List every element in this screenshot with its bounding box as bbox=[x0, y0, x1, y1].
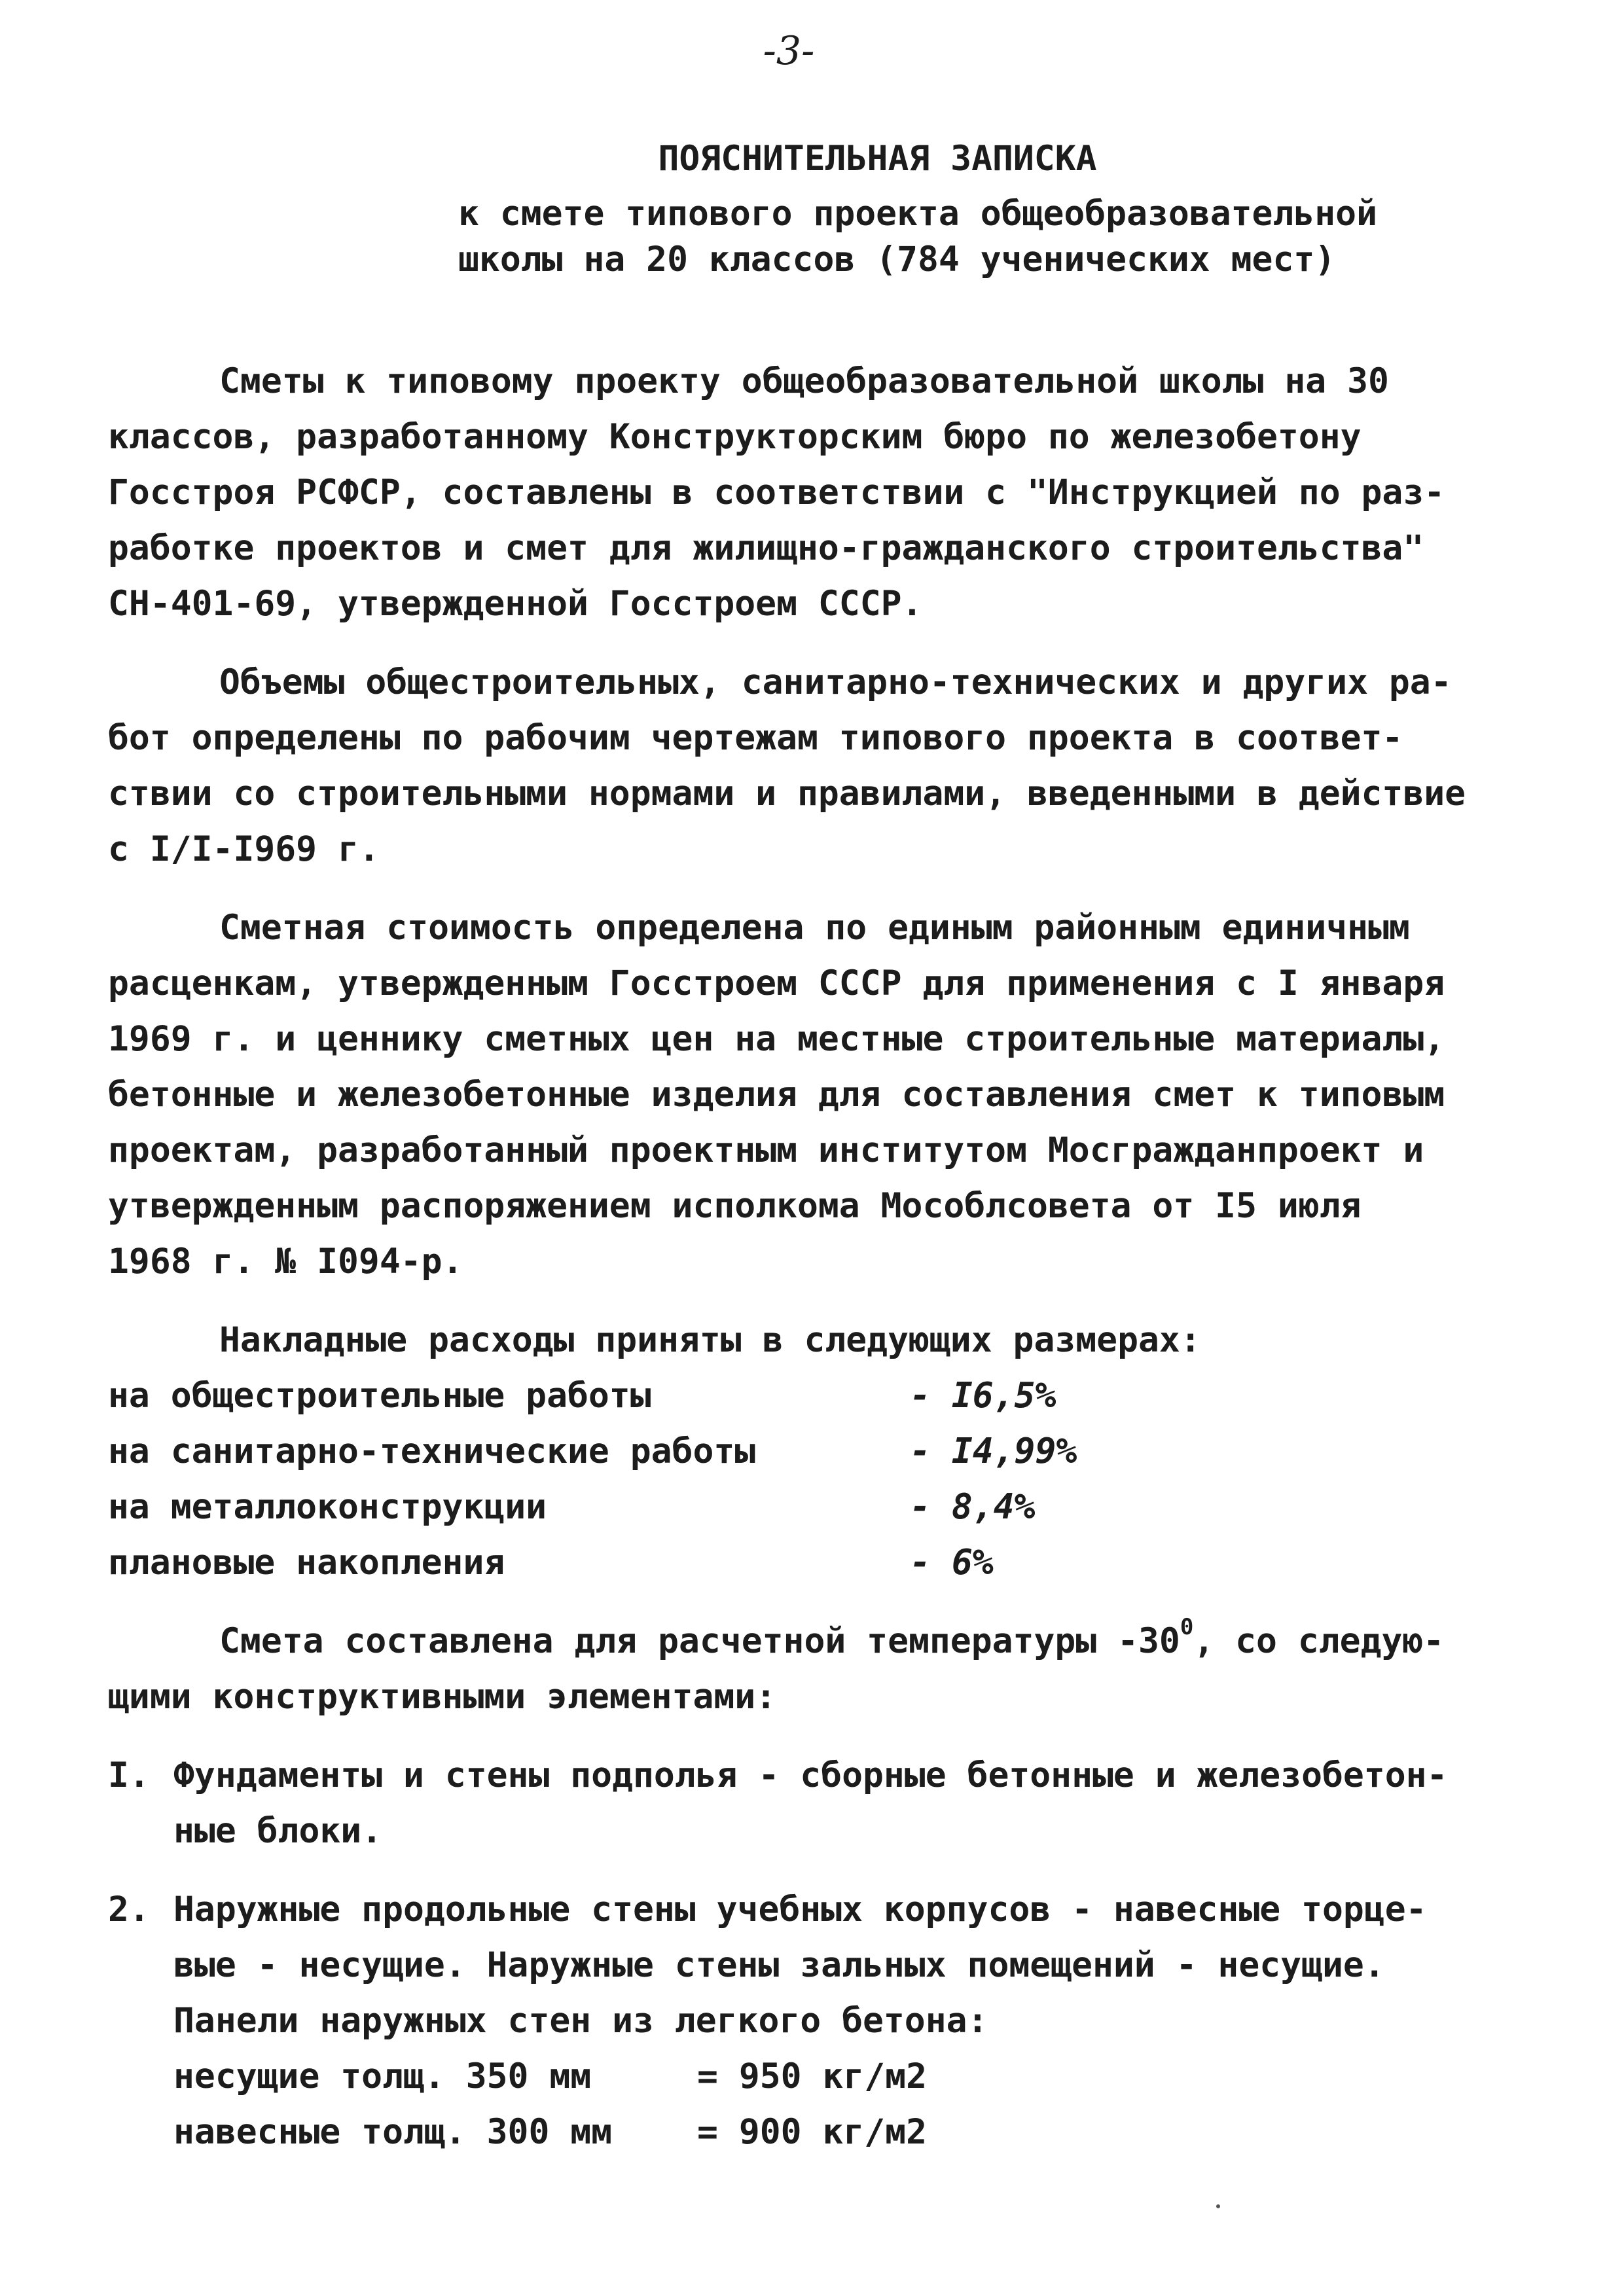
text-line: бот определены по рабочим чертежам типового проекта в соответ- bbox=[108, 718, 1403, 758]
text-line: расценкам, утвержденным Госстроем СССР для применения с I января bbox=[108, 963, 1445, 1003]
wall-spec-label: навесные толщ. 300 мм bbox=[173, 2112, 613, 2152]
list-number: 2. bbox=[108, 1890, 150, 1929]
wall-spec-value: = 900 кг/м2 bbox=[697, 2112, 927, 2152]
text-line: Фундаменты и стены подполья - сборные бетонные и железобетон- bbox=[173, 1755, 1448, 1795]
list-item bbox=[108, 1882, 1558, 2160]
overhead-row bbox=[108, 1368, 1558, 1424]
text-line: с I/I-I969 г. bbox=[108, 829, 380, 869]
paragraph-standards bbox=[108, 353, 1558, 632]
overhead-label: на металлоконструкции bbox=[108, 1487, 547, 1527]
text-line: Панели наружных стен из легкого бетона: bbox=[173, 2001, 988, 2041]
estimate-text: Смета составлена для расчетной температуры -30 bbox=[219, 1621, 1180, 1661]
text-line: Сметная стоимость определена по единым районным единичным bbox=[219, 908, 1410, 948]
list-item bbox=[108, 1748, 1558, 1859]
overhead-intro: Накладные расходы приняты в следующих размерах: bbox=[219, 1320, 1201, 1360]
wall-spec-row bbox=[173, 2049, 1558, 2104]
document-body bbox=[108, 353, 1558, 2183]
overhead-label: плановые накопления bbox=[108, 1543, 505, 1583]
paragraph-volumes bbox=[108, 655, 1558, 877]
text-line: вые - несущие. Наружные стены зальных помещений - несущие. bbox=[173, 1945, 1385, 1985]
text-line bbox=[108, 1613, 1558, 1669]
list-body bbox=[173, 1882, 1558, 2160]
text-line: утвержденным распоряжением исполкома Мособлсовета от I5 июля bbox=[108, 1186, 1362, 1226]
overhead-value: - 8,4% bbox=[910, 1487, 1036, 1527]
text-line: классов, разработанному Конструкторским бюро по железобетону bbox=[108, 417, 1362, 457]
text-line: Объемы общестроительных, санитарно-технических и других ра- bbox=[219, 662, 1452, 702]
overhead-value: - I4,99% bbox=[910, 1431, 1077, 1471]
text-line: 1969 г. и ценнику сметных цен на местные строительные материалы, bbox=[108, 1019, 1445, 1059]
paragraph-cost bbox=[108, 900, 1558, 1289]
text-line: работке проектов и смет для жилищно-гражданского строительства" bbox=[108, 528, 1424, 568]
overhead-value: - 6% bbox=[910, 1543, 994, 1583]
subtitle-line: к смете типового проекта общеобразовательной bbox=[458, 194, 1377, 234]
list-body bbox=[173, 1748, 1558, 1859]
document-title: ПОЯСНИТЕЛЬНАЯ ЗАПИСКА bbox=[658, 139, 1097, 179]
wall-spec-label: несущие толщ. 350 мм bbox=[173, 2056, 592, 2096]
wall-spec-row bbox=[173, 2104, 1558, 2160]
document-subtitle bbox=[458, 191, 1377, 283]
overhead-row bbox=[108, 1535, 1558, 1590]
estimate-text: , со следую- bbox=[1193, 1621, 1445, 1661]
text-line: ные блоки. bbox=[173, 1811, 383, 1851]
text-line: Сметы к типовому проекту общеобразовательной школы на 30 bbox=[219, 361, 1389, 401]
list-number: I. bbox=[108, 1755, 150, 1795]
wall-spec-value: = 950 кг/м2 bbox=[697, 2056, 927, 2096]
overhead-label: на общестроительные работы bbox=[108, 1376, 651, 1416]
text-line: 1968 г. № I094-р. bbox=[108, 1242, 463, 1282]
text-line: Госстроя РСФСР, составлены в соответствии с "Инструкцией по раз- bbox=[108, 473, 1445, 512]
text-line: Наружные продольные стены учебных корпусов - навесные торце- bbox=[173, 1890, 1427, 1929]
subtitle-line: школы на 20 классов (784 ученических мест) bbox=[458, 240, 1336, 279]
degree-superscript: 0 bbox=[1180, 1614, 1194, 1640]
text-line: бетонные и железобетонные изделия для составления смет к типовым bbox=[108, 1075, 1445, 1115]
text-line: щими конструктивными элементами: bbox=[108, 1677, 777, 1717]
scan-dot-mark bbox=[1216, 2204, 1220, 2208]
overhead-row bbox=[108, 1424, 1558, 1479]
overhead-value: - I6,5% bbox=[910, 1376, 1056, 1416]
overhead-label: на санитарно-технические работы bbox=[108, 1431, 756, 1471]
text-line: ствии со строительными нормами и правилами, введенными в действие bbox=[108, 774, 1466, 814]
page-number: -3- bbox=[763, 28, 815, 74]
paragraph-estimate bbox=[108, 1613, 1558, 1725]
text-line: СН-401-69, утвержденной Госстроем СССР. bbox=[108, 584, 923, 624]
overhead-section bbox=[108, 1312, 1558, 1590]
overhead-row bbox=[108, 1479, 1558, 1535]
text-line: проектам, разработанный проектным институтом Мосгражданпроект и bbox=[108, 1130, 1424, 1170]
